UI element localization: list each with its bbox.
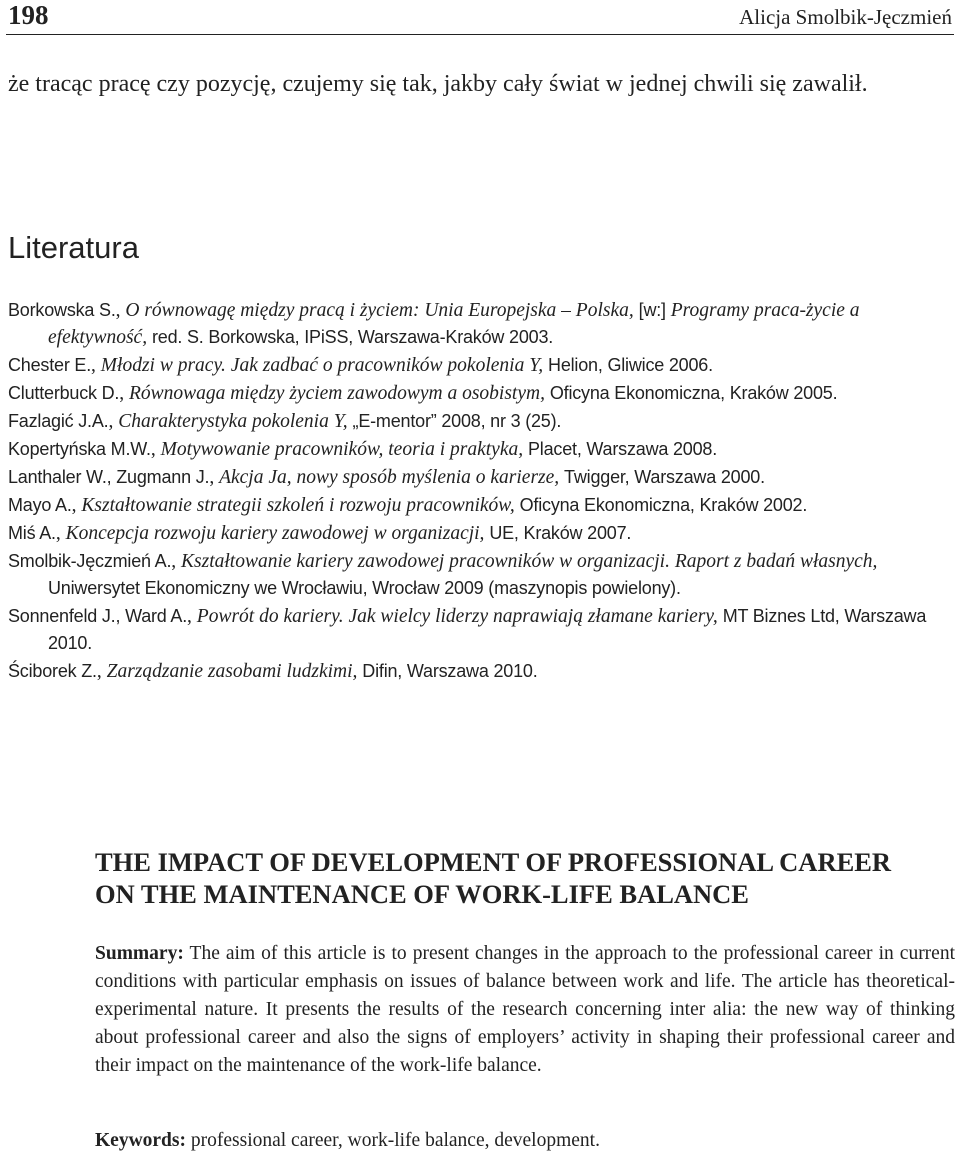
bibliography-entry: Ściborek Z., Zarządzanie zasobami ludzkimi, Difin, Warszawa 2010.	[8, 661, 538, 682]
entry-title: Powrót do kariery. Jak wielcy liderzy naprawiają złamane kariery,	[196, 606, 718, 627]
entry-publisher: Placet, Warszawa 2008.	[528, 439, 718, 459]
entry-publisher: Uniwersytet Ekonomiczny we Wrocławiu, Wrocław 2009 (maszynopis powielony).	[48, 578, 681, 598]
entry-author: Kopertyńska M.W.	[8, 439, 151, 459]
entry-author: Chester E.	[8, 355, 92, 375]
summary-label: Summary:	[95, 943, 184, 964]
keywords-label: Keywords:	[95, 1130, 186, 1151]
entry-author: Lanthaler W., Zugmann J.	[8, 467, 210, 487]
entry-publisher: Difin, Warszawa 2010.	[362, 661, 538, 681]
keywords-text: professional career, work-life balance, development.	[190, 1130, 600, 1151]
bibliography-entry: Chester E., Młodzi w pracy. Jak zadbać o pracowników pokolenia Y, Helion, Gliwice 2006.	[8, 355, 713, 376]
entry-author: Ściborek Z.	[8, 661, 97, 681]
entry-author: Mayo A.	[8, 495, 72, 515]
entry-title: Akcja Ja, nowy sposób myślenia o karierze,	[219, 467, 560, 488]
summary-title-line-2: ON THE MAINTENANCE OF WORK-LIFE BALANCE	[95, 879, 749, 909]
page-number: 198	[8, 0, 49, 30]
bibliography-entry: Fazlagić J.A., Charakterystyka pokolenia Y, „E-mentor” 2008, nr 3 (25).	[8, 411, 562, 432]
bibliography-entry: Lanthaler W., Zugmann J., Akcja Ja, nowy sposób myślenia o karierze, Twigger, Warszawa 2000.	[8, 467, 765, 488]
summary-paragraph	[95, 940, 955, 1080]
entry-detail: UE, Kraków 2007.	[489, 523, 632, 543]
bibliography-entry: Kopertyńska M.W., Motywowanie pracowników, teoria i praktyka, Placet, Warszawa 2008.	[8, 439, 718, 460]
entry-detail: [w:]	[638, 300, 666, 320]
bibliography-entry: Clutterbuck D., Równowaga między życiem zawodowym a osobistym, Oficyna Ekonomiczna, Kraków 2005.	[8, 383, 838, 404]
entry-publisher: MT Biznes Ltd, Warszawa 2010.	[48, 606, 927, 653]
intro-paragraph: że tracąc pracę czy pozycję, czujemy się tak, jakby cały świat w jednej chwili się zawalił.	[8, 71, 868, 97]
entry-title: O równowagę między pracą i życiem: Unia Europejska – Polska,	[125, 300, 634, 321]
entry-author: Borkowska S.	[8, 300, 116, 320]
bibliography-entry: Smolbik-Jęczmień A., Kształtowanie kariery zawodowej pracowników w organizacji. Raport z badań własnych, Uniwersytet Ekonomiczny we Wrocławiu, Wrocław 2009 (maszynopis powielony).	[8, 551, 878, 598]
keywords-paragraph	[95, 1127, 955, 1155]
entry-title: Zarządzanie zasobami ludzkimi,	[106, 661, 358, 682]
entry-author: Clutterbuck D.	[8, 383, 120, 403]
entry-detail: Twigger, Warszawa 2000.	[564, 467, 765, 487]
entry-publisher: Oficyna Ekonomiczna, Kraków 2005.	[549, 383, 838, 403]
bibliography-entry: Miś A., Koncepcja rozwoju kariery zawodowej w organizacji, UE, Kraków 2007.	[8, 523, 632, 544]
entry-publisher: red. S. Borkowska, IPiSS, Warszawa-Kraków 2003.	[151, 327, 554, 347]
entry-title: Kształtowanie kariery zawodowej pracowników w organizacji. Raport z badań własnych,	[181, 551, 878, 572]
summary-title	[95, 846, 955, 910]
entry-title: Kształtowanie strategii szkoleń i rozwoju pracowników,	[81, 495, 515, 516]
entry-title-secondary: Programy praca-życie a efektywność,	[48, 300, 860, 348]
entry-publisher: Helion, Gliwice 2006.	[548, 355, 713, 375]
bibliography-entry: Borkowska S., O równowagę między pracą i życiem: Unia Europejska – Polska, [w:] Programy praca-życie a efektywność, red. S. Borkowska, IPiSS, Warszawa-Kraków 2003.	[8, 300, 860, 348]
entry-author: Miś A.	[8, 523, 56, 543]
literature-heading: Literatura	[8, 230, 139, 265]
bibliography-list	[8, 297, 952, 686]
summary-title-line-1: THE IMPACT OF DEVELOPMENT OF PROFESSIONAL CAREER	[95, 847, 892, 877]
entry-author: Sonnenfeld J., Ward A.	[8, 606, 188, 626]
entry-publisher: Oficyna Ekonomiczna, Kraków 2002.	[519, 495, 808, 515]
entry-title: Motywowanie pracowników, teoria i praktyka,	[160, 439, 524, 460]
running-head-author: Alicja Smolbik-Jęczmień	[739, 5, 952, 29]
bibliography-entry: Mayo A., Kształtowanie strategii szkoleń i rozwoju pracowników, Oficyna Ekonomiczna, Kraków 2002.	[8, 495, 808, 516]
entry-detail: „E-mentor” 2008, nr 3 (25).	[352, 411, 562, 431]
entry-title: Koncepcja rozwoju kariery zawodowej w organizacji,	[65, 523, 485, 544]
summary-text: The aim of this article is to present changes in the approach to the professional career in current conditions with particular emphasis on issues of balance between work and life. The article has theoretical-experimental nature. It presents the results of the research concerning inter alia: the new way of thinking about professional career and also the signs of employers’ activity in shaping their professional career and their impact on the maintenance of the work-life balance.	[95, 943, 955, 1076]
entry-title: Młodzi w pracy. Jak zadbać o pracowników pokolenia Y,	[100, 355, 544, 376]
bibliography-entry: Sonnenfeld J., Ward A., Powrót do kariery. Jak wielcy liderzy naprawiają złamane kariery, MT Biznes Ltd, Warszawa 2010.	[8, 606, 927, 653]
entry-title: Charakterystyka pokolenia Y,	[118, 411, 348, 432]
entry-author: Fazlagić J.A.	[8, 411, 109, 431]
entry-title: Równowaga między życiem zawodowym a osobistym,	[129, 383, 545, 404]
page-header	[6, 0, 954, 35]
entry-author: Smolbik-Jęczmień A.	[8, 551, 172, 571]
